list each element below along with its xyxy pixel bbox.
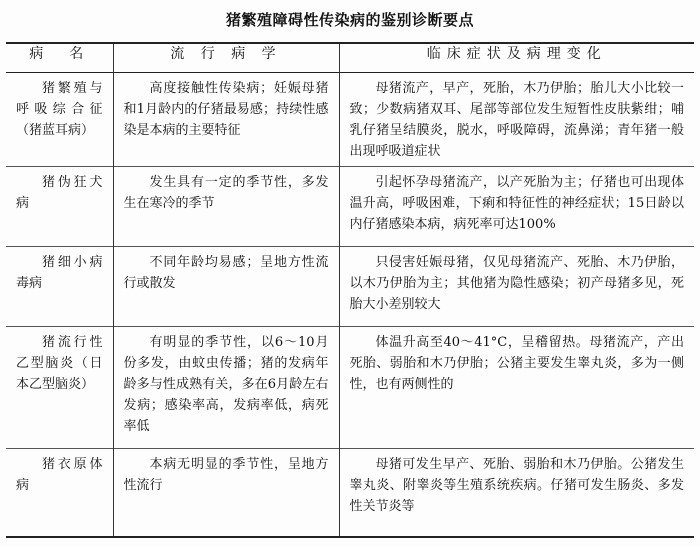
table-row bbox=[6, 73, 694, 167]
document-title: 猪繁殖障碍性传染病的鉴别诊断要点 bbox=[225, 11, 474, 29]
disease-name-cell: 猪细小病毒病 bbox=[6, 247, 113, 327]
table-row bbox=[6, 449, 694, 538]
header-epidemiology: 流 行 病 学 bbox=[113, 43, 339, 73]
epidemiology-cell: 不同年龄均易感；呈地方性流行或散发 bbox=[113, 247, 339, 327]
epidemiology-cell: 高度接触性传染病；妊娠母猪和1月龄内的仔猪最易感；持续性感染是本病的主要特征 bbox=[113, 73, 339, 167]
disease-name-cell: 猪流行性乙型脑炎（日本乙型脑炎） bbox=[6, 327, 113, 449]
table-row bbox=[6, 247, 694, 327]
table-body bbox=[6, 73, 694, 538]
disease-name-cell: 猪伪狂犬病 bbox=[6, 167, 113, 247]
disease-name-cell: 猪繁殖与呼吸综合征（猪蓝耳病） bbox=[6, 73, 113, 167]
epidemiology-cell: 发生具有一定的季节性，多发生在寒冷的季节 bbox=[113, 167, 339, 247]
epidemiology-cell: 本病无明显的季节性，呈地方性流行 bbox=[113, 449, 339, 538]
epidemiology-cell: 有明显的季节性，以6～10月份多发，由蚊虫传播；猪的发病年龄多与性成熟有关，多在6月龄左右发病；感染率高，发病率低，病死率低 bbox=[113, 327, 339, 449]
diagnosis-table bbox=[6, 42, 694, 538]
symptoms-cell: 体温升高至40～41°C，呈稽留热。母猪流产，产出死胎、弱胎和木乃伊胎；公猪主要发生睾丸炎，多为一侧性，也有两侧性的 bbox=[349, 335, 684, 392]
symptoms-cell: 只侵害妊娠母猪，仅见母猪流产、死胎、木乃伊胎，以木乃伊胎为主；其他猪为隐性感染；初产母猪多见，死胎大小差别较大 bbox=[349, 255, 684, 312]
header-symptoms: 临床症状及病理变化 bbox=[426, 46, 607, 62]
table-row bbox=[6, 327, 694, 449]
header-disease-name: 病 名 bbox=[6, 43, 113, 73]
symptoms-cell: 母猪流产，早产，死胎，木乃伊胎；胎儿大小比较一致；少数病猪双耳、尾部等部位发生短暂性皮肤紫绀；哺乳仔猪呈结膜炎，脱水，呼吸障碍，流鼻涕；青年猪一般出现呼吸道症状 bbox=[349, 81, 684, 159]
header-row bbox=[6, 43, 694, 73]
table-header bbox=[6, 43, 694, 73]
disease-name-cell: 猪衣原体病 bbox=[6, 449, 113, 538]
symptoms-cell: 母猪可发生早产、死胎、弱胎和木乃伊胎。公猪发生睾丸炎、附睾炎等生殖系统疾病。仔猪可发生肠炎、多发性关节炎等 bbox=[349, 457, 684, 514]
symptoms-cell: 引起怀孕母猪流产，以产死胎为主；仔猪也可出现体温升高，呼吸困难，下痢和特征性的神经症状；15日龄以内仔猪感染本病，病死率可达100% bbox=[349, 175, 684, 232]
table-row bbox=[6, 167, 694, 247]
